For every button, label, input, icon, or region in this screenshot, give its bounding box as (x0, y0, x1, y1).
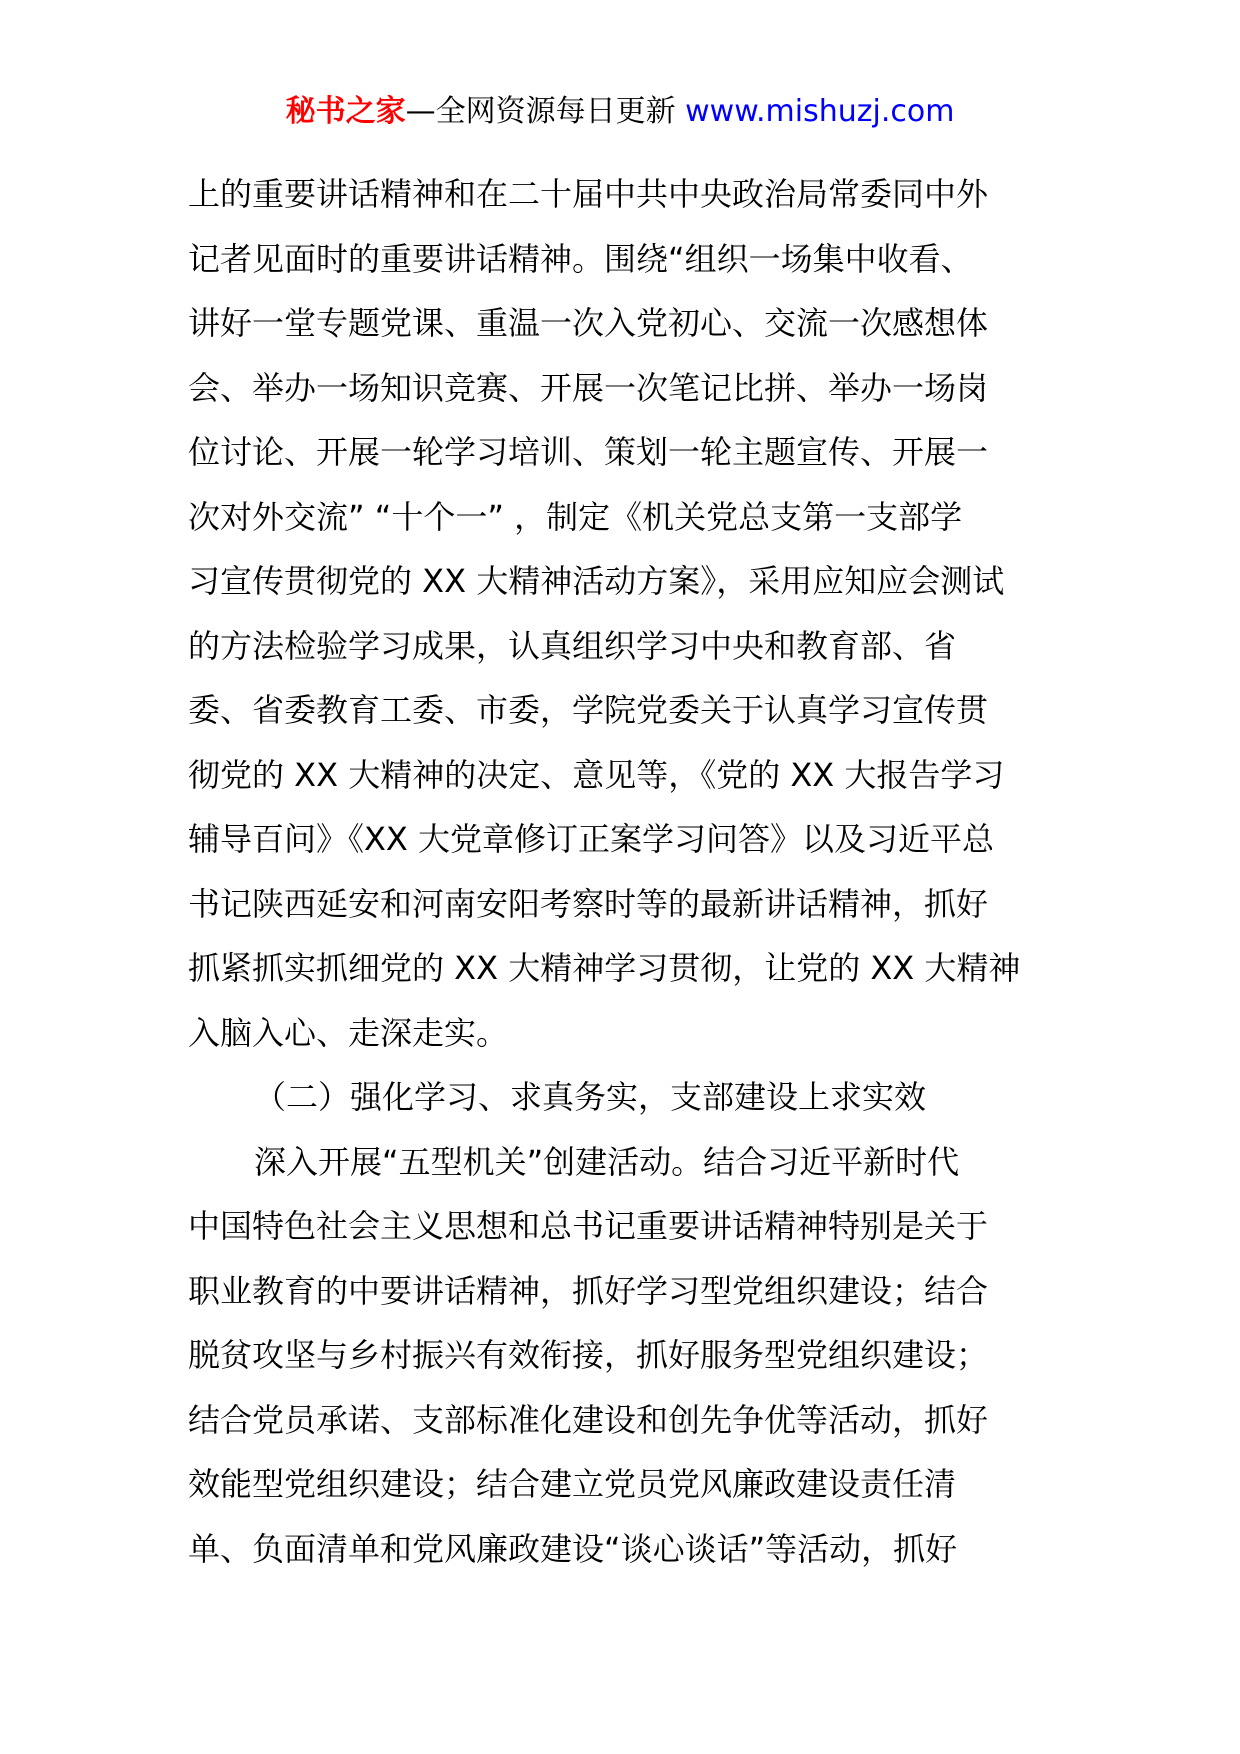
text-line: 单、负面清单和党风廉政建设“谈心谈话”等活动，抓好 (188, 1529, 958, 1568)
text-line: 书记陕西延安和河南安阳考察时等的最新讲话精神，抓好 (188, 884, 989, 923)
section-heading: （二）强化学习、求真务实，支部建设上求实效 (254, 1078, 927, 1116)
text-line: 次对外交流” “十个一” ，制定《机关党总支第一支部学 (188, 497, 963, 536)
text-line: 彻党的 XX 大精神的决定、意见等，《党的 XX 大报告学习 (188, 755, 1005, 794)
text-line: 的方法检验学习成果，认真组织学习中央和教育部、省 (188, 626, 957, 665)
text-line: 入脑入心、走深走实。 (188, 1013, 509, 1052)
text-line: 习宣传贯彻党的 XX 大精神活动方案》，采用应知应会测试 (188, 562, 1005, 600)
site-tagline: —全网资源每日更新 (405, 94, 676, 129)
document-body (188, 162, 1054, 1581)
text-line: 辅导百问》《XX 大党章修订正案学习问答》以及习近平总 (188, 820, 995, 858)
site-header (0, 92, 1240, 132)
text-line: 抓紧抓实抓细党的 XX 大精神学习贯彻，让党的 XX 大精神 (188, 949, 1021, 987)
text-line: 讲好一堂专题党课、重温一次入党初心、交流一次感想体 (188, 304, 989, 342)
text-line: 上的重要讲话精神和在二十届中共中央政治局常委同中外 (188, 175, 989, 213)
text-line: 脱贫攻坚与乡村振兴有效衔接，抓好服务型党组织建设； (188, 1336, 989, 1374)
text-line: 委、省委教育工委、市委，学院党委关于认真学习宣传贯 (188, 691, 989, 729)
text-line: 结合党员承诺、支部标准化建设和创先争优等活动，抓好 (188, 1400, 989, 1439)
paragraph-first-line: 深入开展“五型机关”创建活动。结合习近平新时代 (254, 1142, 960, 1181)
text-line: 会、举办一场知识竞赛、开展一次笔记比拼、举办一场岗 (188, 368, 989, 407)
site-url-link[interactable]: www.mishuzj.com (685, 94, 955, 129)
text-line: 记者见面时的重要讲话精神。围绕“组织一场集中收看、 (188, 239, 973, 278)
text-line: 位讨论、开展一轮学习培训、策划一轮主题宣传、开展一 (188, 433, 989, 471)
text-line: 中国特色社会主义思想和总书记重要讲话精神特别是关于 (188, 1207, 989, 1245)
text-line: 职业教育的中要讲话精神，抓好学习型党组织建设；结合 (188, 1271, 989, 1310)
text-line: 效能型党组织建设；结合建立党员党风廉政建设责任清 (188, 1465, 957, 1503)
site-brand: 秘书之家 (285, 94, 406, 129)
